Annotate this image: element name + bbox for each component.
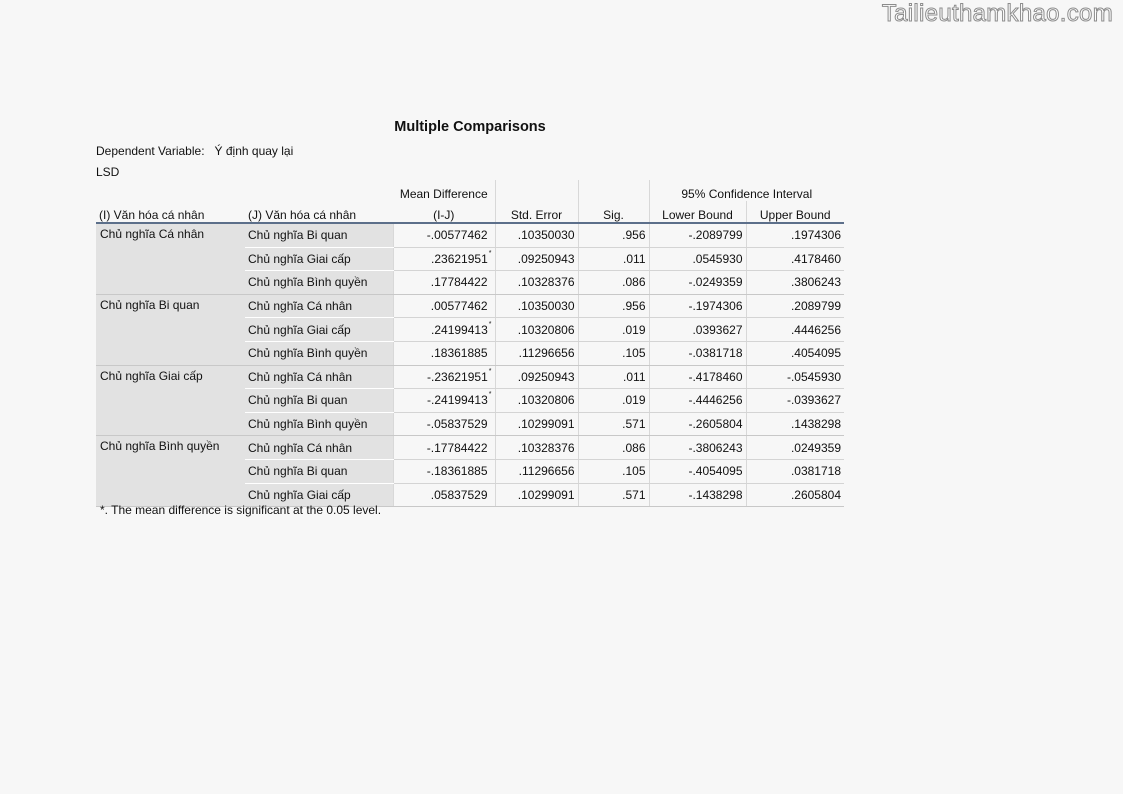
sig-cell: .011 <box>578 247 649 271</box>
sig-cell: .011 <box>578 365 649 389</box>
mean-difference-value: -.05837529 <box>426 417 488 432</box>
significance-marker: * <box>488 391 492 399</box>
lower-bound-cell: -.1438298 <box>649 483 746 507</box>
mean-difference-cell <box>393 318 495 342</box>
j-group-label: Chủ nghĩa Cá nhân <box>245 436 393 460</box>
mean-difference-value: .05837529 <box>430 487 488 502</box>
sig-cell: .105 <box>578 341 649 365</box>
mean-difference-cell <box>393 436 495 460</box>
std-error-cell: .09250943 <box>495 365 578 389</box>
sig-cell: .086 <box>578 436 649 460</box>
mean-difference-cell <box>393 341 495 365</box>
header-std-error: Std. Error <box>495 201 578 223</box>
upper-bound-cell: -.0393627 <box>746 389 844 413</box>
header-mean-diff-line1: Mean Difference <box>399 187 488 201</box>
mean-difference-value: .00577462 <box>430 299 488 314</box>
header-confidence-interval: 95% Confidence Interval <box>649 180 844 201</box>
header-lower-bound: Lower Bound <box>649 201 746 223</box>
lower-bound-cell: -.0249359 <box>649 271 746 295</box>
dependent-variable-value: Ý định quay lại <box>214 144 294 158</box>
lower-bound-cell: -.1974306 <box>649 294 746 318</box>
j-group-label: Chủ nghĩa Cá nhân <box>245 365 393 389</box>
mean-difference-value: -.23621951 <box>427 369 488 384</box>
std-error-cell: .10350030 <box>495 294 578 318</box>
j-group-label: Chủ nghĩa Cá nhân <box>245 294 393 318</box>
sig-cell: .019 <box>578 389 649 413</box>
table-body <box>96 223 844 507</box>
mean-difference-value: -.00577462 <box>426 228 488 243</box>
std-error-cell: .10320806 <box>495 318 578 342</box>
std-error-cell: .10328376 <box>495 271 578 295</box>
mean-difference-cell <box>393 271 495 295</box>
lower-bound-cell: -.2089799 <box>649 223 746 247</box>
header-mean-diff-line2: (I-J) <box>393 201 495 223</box>
mean-difference-value: -.18361885 <box>426 464 488 479</box>
upper-bound-cell: .2605804 <box>746 483 844 507</box>
method-label: LSD <box>96 165 120 179</box>
lower-bound-cell: -.2605804 <box>649 412 746 436</box>
lower-bound-cell: -.0381718 <box>649 341 746 365</box>
i-group-label: Chủ nghĩa Cá nhân <box>96 223 245 294</box>
multiple-comparisons-table <box>96 180 844 507</box>
dependent-variable-line <box>96 144 293 158</box>
mean-difference-value: .24199413 <box>431 322 488 337</box>
header-spacer-sig <box>578 180 649 201</box>
table-row <box>96 223 844 247</box>
mean-difference-cell <box>393 294 495 318</box>
significance-marker: * <box>488 367 492 375</box>
lower-bound-cell: -.4446256 <box>649 389 746 413</box>
mean-difference-cell <box>393 247 495 271</box>
sig-cell: .571 <box>578 483 649 507</box>
j-group-label: Chủ nghĩa Bi quan <box>245 459 393 483</box>
sig-cell: .571 <box>578 412 649 436</box>
sig-cell: .956 <box>578 294 649 318</box>
header-upper-bound: Upper Bound <box>746 201 844 223</box>
upper-bound-cell: .1438298 <box>746 412 844 436</box>
mean-difference-value: -.17784422 <box>426 440 488 455</box>
upper-bound-cell: -.0545930 <box>746 365 844 389</box>
std-error-cell: .10299091 <box>495 412 578 436</box>
std-error-cell: .10328376 <box>495 436 578 460</box>
i-group-label: Chủ nghĩa Bi quan <box>96 294 245 365</box>
mean-difference-cell <box>393 483 495 507</box>
table-title: Multiple Comparisons <box>394 119 546 135</box>
table-row <box>96 436 844 460</box>
table-row <box>96 294 844 318</box>
mean-difference-cell <box>393 412 495 436</box>
lower-bound-cell: -.4054095 <box>649 459 746 483</box>
std-error-cell: .10350030 <box>495 223 578 247</box>
upper-bound-cell: .2089799 <box>746 294 844 318</box>
upper-bound-cell: .4178460 <box>746 247 844 271</box>
header-spacer-i <box>96 180 245 201</box>
upper-bound-cell: .0381718 <box>746 459 844 483</box>
upper-bound-cell: .0249359 <box>746 436 844 460</box>
table-row <box>96 365 844 389</box>
header-i-col: (I) Văn hóa cá nhân <box>96 201 245 223</box>
lower-bound-cell: .0545930 <box>649 247 746 271</box>
significance-marker: * <box>488 249 492 257</box>
mean-difference-cell <box>393 459 495 483</box>
std-error-cell: .11296656 <box>495 341 578 365</box>
std-error-cell: .10320806 <box>495 389 578 413</box>
mean-difference-cell <box>393 389 495 413</box>
mean-difference-value: .18361885 <box>430 346 488 361</box>
j-group-label: Chủ nghĩa Bình quyền <box>245 271 393 295</box>
footnote: *. The mean difference is significant at the 0.05 level. <box>100 503 382 517</box>
j-group-label: Chủ nghĩa Bình quyền <box>245 341 393 365</box>
j-group-label: Chủ nghĩa Giai cấp <box>245 483 393 507</box>
std-error-cell: .09250943 <box>495 247 578 271</box>
mean-difference-value: .23621951 <box>431 251 488 266</box>
i-group-label: Chủ nghĩa Bình quyền <box>96 436 245 507</box>
j-group-label: Chủ nghĩa Bình quyền <box>245 412 393 436</box>
mean-difference-value: -.24199413 <box>427 393 488 408</box>
upper-bound-cell: .3806243 <box>746 271 844 295</box>
mean-difference-value: .17784422 <box>430 275 488 290</box>
header-sig: Sig. <box>578 201 649 223</box>
upper-bound-cell: .4446256 <box>746 318 844 342</box>
header-spacer-j <box>245 180 393 201</box>
header-j-col: (J) Văn hóa cá nhân <box>245 201 393 223</box>
sig-cell: .105 <box>578 459 649 483</box>
sig-cell: .019 <box>578 318 649 342</box>
sig-cell: .086 <box>578 271 649 295</box>
header-spacer-se <box>495 180 578 201</box>
j-group-label: Chủ nghĩa Bi quan <box>245 223 393 247</box>
dependent-variable-label: Dependent Variable: <box>96 144 205 158</box>
upper-bound-cell: .4054095 <box>746 341 844 365</box>
upper-bound-cell: .1974306 <box>746 223 844 247</box>
i-group-label: Chủ nghĩa Giai cấp <box>96 365 245 436</box>
significance-marker: * <box>488 320 492 328</box>
lower-bound-cell: -.4178460 <box>649 365 746 389</box>
sig-cell: .956 <box>578 223 649 247</box>
mean-difference-cell <box>393 365 495 389</box>
mean-difference-cell <box>393 223 495 247</box>
j-group-label: Chủ nghĩa Bi quan <box>245 389 393 413</box>
std-error-cell: .11296656 <box>495 459 578 483</box>
lower-bound-cell: -.3806243 <box>649 436 746 460</box>
lower-bound-cell: .0393627 <box>649 318 746 342</box>
watermark: Tailieuthamkhao.com <box>881 0 1113 27</box>
std-error-cell: .10299091 <box>495 483 578 507</box>
j-group-label: Chủ nghĩa Giai cấp <box>245 318 393 342</box>
j-group-label: Chủ nghĩa Giai cấp <box>245 247 393 271</box>
